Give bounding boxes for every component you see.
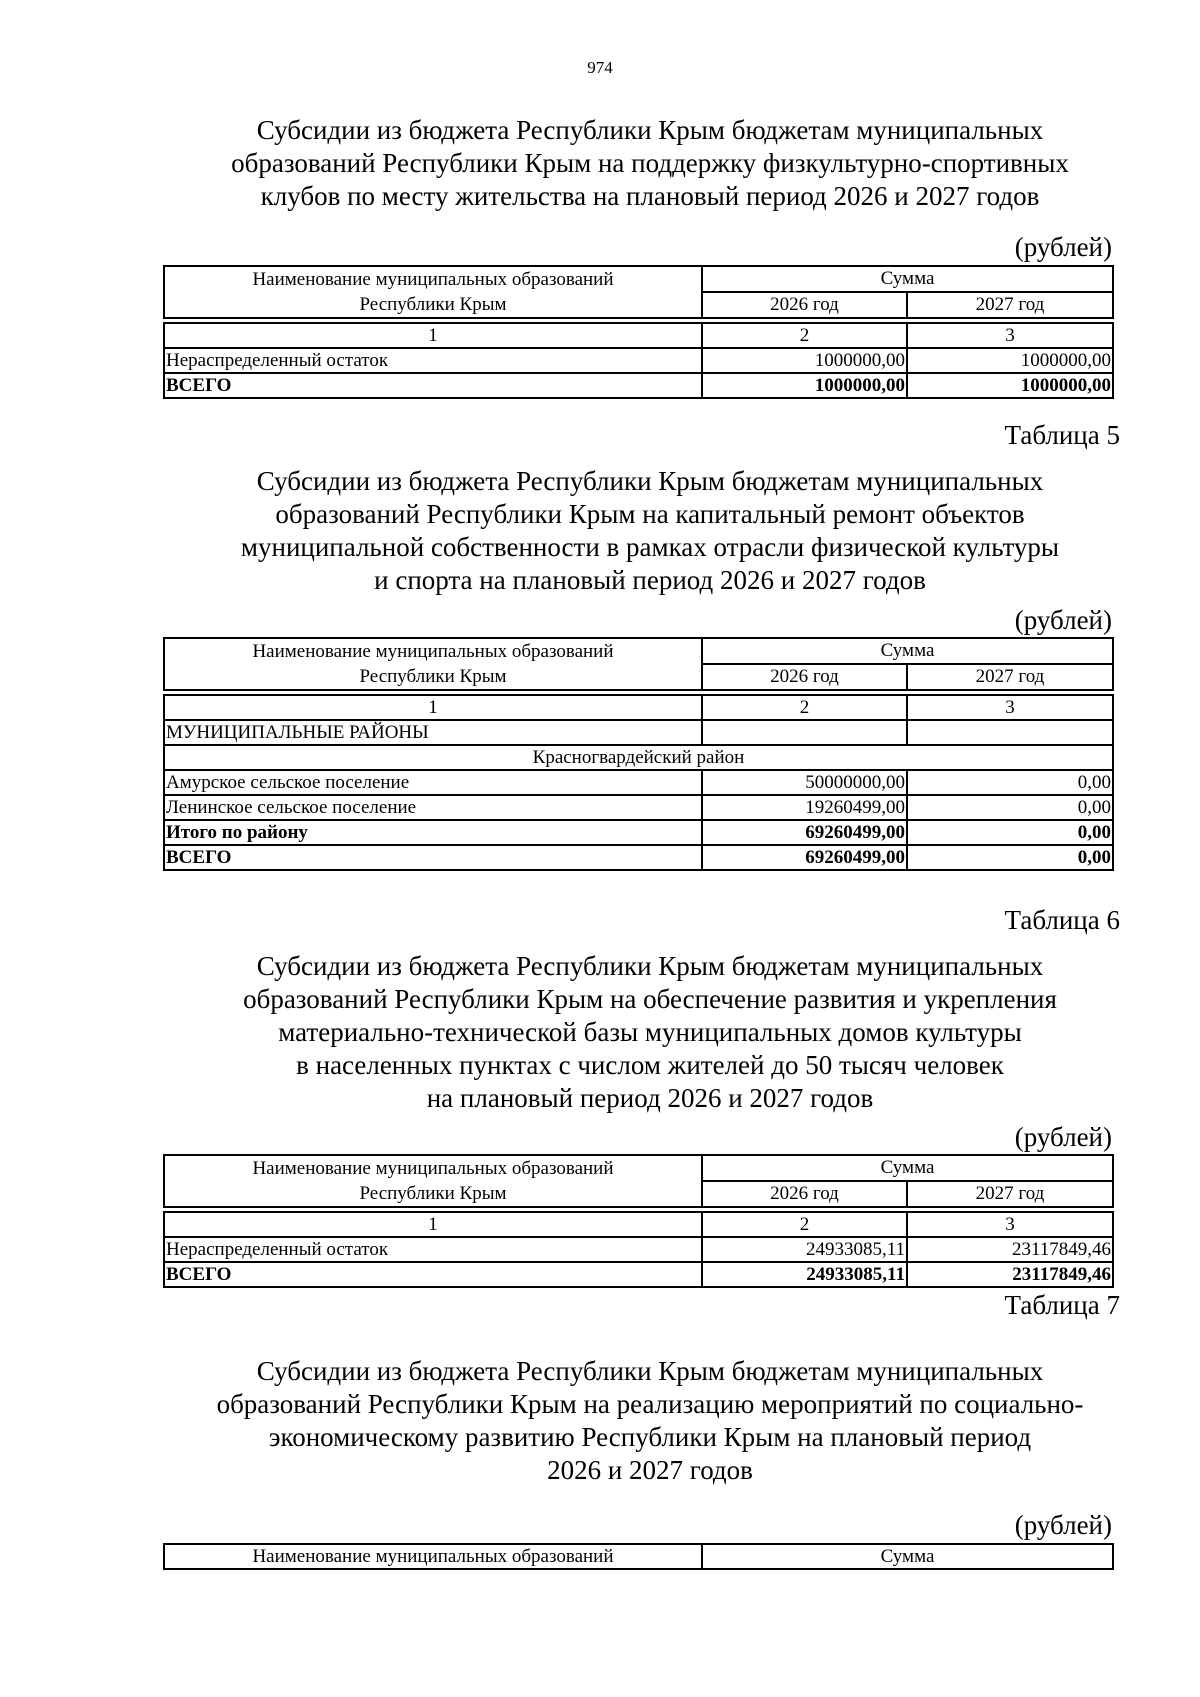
row-value-2026: 24933085,11 (702, 1262, 907, 1287)
row-name: Ленинское сельское поселение (164, 795, 702, 820)
section6-table (163, 1154, 1114, 1288)
header-year-2026: 2026 год (702, 1181, 907, 1207)
row-value-2027: 1000000,00 (907, 373, 1113, 398)
row-name: Амурское сельское поселение (164, 770, 702, 795)
district-name: Красногвардейский район (164, 745, 1113, 770)
section5-title-line: образований Республики Крым на капитальный ремонт объектов (275, 499, 1025, 529)
section6-title-line: в населенных пунктах с числом жителей до 50 тысяч человек (296, 1050, 1004, 1080)
section5-title-line: муниципальной собственности в рамках отрасли физической культуры (240, 532, 1060, 562)
table-row (164, 348, 1113, 373)
group-name: МУНИЦИПАЛЬНЫЕ РАЙОНЫ (164, 720, 702, 745)
col-number-2: 2 (702, 695, 907, 720)
row-name: ВСЕГО (164, 1262, 702, 1287)
col-number-2: 2 (702, 323, 907, 348)
header-year-2027: 2027 год (907, 1181, 1113, 1207)
row-value-2027: 23117849,46 (907, 1237, 1113, 1262)
header-name-cell: Наименование муниципальных образований (164, 1544, 702, 1569)
table-row-subtotal (164, 820, 1113, 845)
section7-title-line: образований Республики Крым на реализацию мероприятий по социально- (216, 1389, 1084, 1419)
col-number-1: 1 (164, 695, 702, 720)
table-row (164, 795, 1113, 820)
section5-units: (рублей) (1014, 605, 1112, 635)
section6-title-line: материально-технической базы муниципальных домов культуры (278, 1017, 1022, 1047)
empty-cell (702, 720, 907, 745)
header-name-cell (164, 266, 702, 318)
section5-title-line: и спорта на плановый период 2026 и 2027 годов (374, 565, 926, 595)
section4-title-line: клубов по месту жительства на плановый период 2026 и 2027 годов (260, 181, 1040, 211)
page-number: 974 (587, 58, 613, 77)
section4-title-line: образований Республики Крым на поддержку физкультурно-спортивных (231, 148, 1069, 178)
section7-title (130, 1355, 1170, 1487)
table-row-total (164, 1262, 1113, 1287)
row-value-2026: 19260499,00 (702, 795, 907, 820)
col-number-3: 3 (907, 1212, 1113, 1237)
section4-table (163, 265, 1114, 399)
header-year-2027: 2027 год (907, 664, 1113, 690)
header-name-line2: Республики Крым (359, 1183, 507, 1204)
col-number-1: 1 (164, 323, 702, 348)
section5-title (130, 465, 1170, 597)
row-value-2026: 69260499,00 (702, 820, 907, 845)
section5-table (163, 637, 1114, 871)
section4-title-line: Субсидии из бюджета Республики Крым бюджетам муниципальных (256, 115, 1044, 145)
section4-units: (рублей) (1014, 232, 1112, 262)
header-sum: Сумма (702, 638, 1113, 664)
header-sum: Сумма (702, 1155, 1113, 1181)
header-name-line2: Республики Крым (359, 666, 507, 687)
row-value-2026: 1000000,00 (702, 373, 907, 398)
header-year-2026: 2026 год (702, 292, 907, 318)
col-number-3: 3 (907, 323, 1113, 348)
empty-cell (907, 720, 1113, 745)
section4-title (130, 114, 1170, 213)
section6-units: (рублей) (1014, 1122, 1112, 1152)
header-name-line1: Наименование муниципальных образований (252, 1158, 614, 1179)
header-sum: Сумма (702, 1544, 1113, 1569)
col-number-1: 1 (164, 1212, 702, 1237)
section7-title-line: Субсидии из бюджета Республики Крым бюджетам муниципальных (256, 1356, 1044, 1386)
section6-title-line: образований Республики Крым на обеспечение развития и укрепления (243, 984, 1057, 1014)
section6-title-line: на плановый период 2026 и 2027 годов (426, 1083, 874, 1113)
row-name: ВСЕГО (164, 373, 702, 398)
table-row-district (164, 745, 1113, 770)
section6-title-line: Субсидии из бюджета Республики Крым бюджетам муниципальных (256, 951, 1044, 981)
table-5-label: Таблица 5 (1004, 420, 1120, 450)
row-name: Итого по району (164, 820, 702, 845)
row-value-2027: 0,00 (907, 795, 1113, 820)
table-row-group (164, 720, 1113, 745)
header-name-line1: Наименование муниципальных образований (252, 269, 614, 290)
section7-title-line: экономическому развитию Республики Крым на плановый период (268, 1422, 1032, 1452)
section7-units: (рублей) (1014, 1510, 1112, 1540)
section5-title-line: Субсидии из бюджета Республики Крым бюджетам муниципальных (256, 466, 1044, 496)
header-sum: Сумма (702, 266, 1113, 292)
table-row-total (164, 373, 1113, 398)
row-name: Нераспределенный остаток (164, 1237, 702, 1262)
row-value-2027: 0,00 (907, 845, 1113, 870)
row-name: ВСЕГО (164, 845, 702, 870)
header-name-line1: Наименование муниципальных образований (252, 641, 614, 662)
row-value-2027: 1000000,00 (907, 348, 1113, 373)
row-value-2027: 23117849,46 (907, 1262, 1113, 1287)
row-name: Нераспределенный остаток (164, 348, 702, 373)
header-year-2026: 2026 год (702, 664, 907, 690)
table-7-label: Таблица 7 (1004, 1290, 1120, 1320)
header-name-cell (164, 1155, 702, 1207)
table-row (164, 1237, 1113, 1262)
row-value-2026: 50000000,00 (702, 770, 907, 795)
header-year-2027: 2027 год (907, 292, 1113, 318)
table-row (164, 770, 1113, 795)
header-name-cell (164, 638, 702, 690)
row-value-2027: 0,00 (907, 770, 1113, 795)
row-value-2026: 24933085,11 (702, 1237, 907, 1262)
table-row-total (164, 845, 1113, 870)
col-number-3: 3 (907, 695, 1113, 720)
row-value-2027: 0,00 (907, 820, 1113, 845)
header-name-line2: Республики Крым (359, 294, 507, 315)
col-number-2: 2 (702, 1212, 907, 1237)
section7-title-line: 2026 и 2027 годов (547, 1455, 753, 1485)
table-6-label: Таблица 6 (1004, 905, 1120, 935)
row-value-2026: 1000000,00 (702, 348, 907, 373)
row-value-2026: 69260499,00 (702, 845, 907, 870)
section6-title (130, 950, 1170, 1115)
section7-table (163, 1543, 1114, 1570)
